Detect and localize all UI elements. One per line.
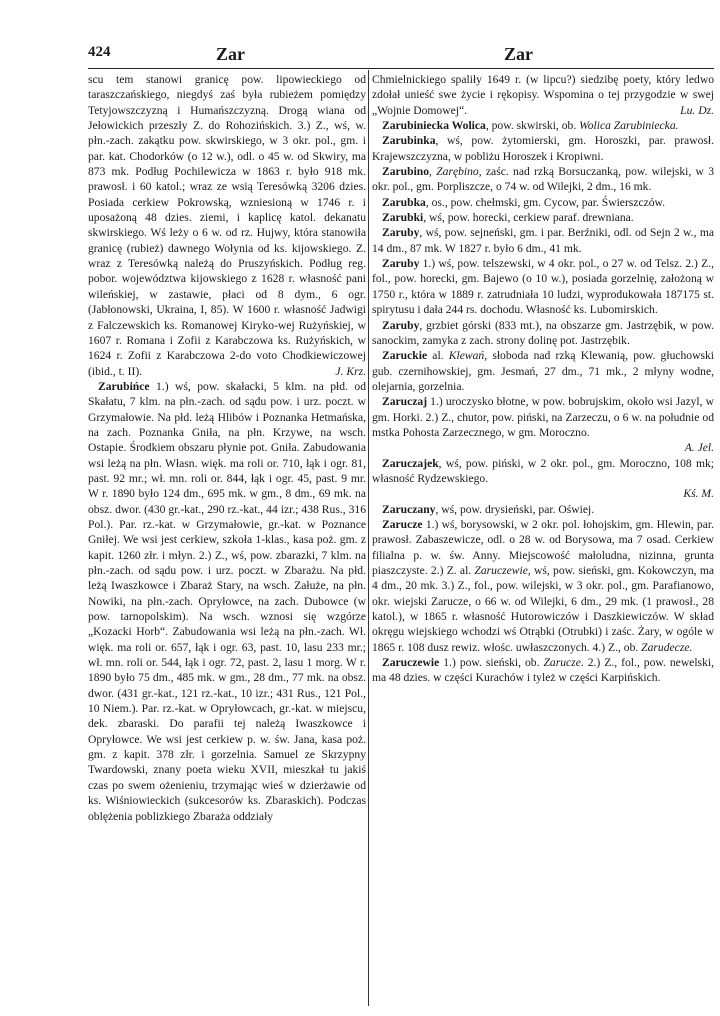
author-signature: Kś. M.	[683, 487, 714, 501]
entry-body: 1.) wś, borysowski, w 2 okr. pol. łohojskim, gm. Hlewin, par. prawosł. Zabaszewicze, odl. o 28 w. od Borysowa, ma 7 osad. Cerkiew filialna p. w. św. Anny. Miejscowość małoludna, nizinna, grunta piaszczyste. 2.) Z. al.	[372, 517, 714, 577]
entry-body: , zaśc. nad rzką Borsuczanką, pow. wilejski, w 3 okr. pol., gm. Porpliszcze, o 74 w. od Wilejki, 2 dm., 16 mk.	[372, 165, 714, 194]
dictionary-entry	[372, 195, 714, 210]
entry-body: , wś, pow. horecki, cerkiew paraf. drewniana.	[423, 211, 634, 225]
headword: Zaruczany	[382, 502, 436, 516]
entry-body: , wś, pow. piński, w 2 okr. pol., gm. Moroczno, 108 mk; własność Rydzewskiego.	[372, 456, 714, 485]
entry-body: , wś, pow. sieński, gm. Kokowczyn, ma 4 dm., 20 mk. 3.) Z., fol., pow. wilejski, w 3 okr. pol., gm. Parafianowo, okr. wiejski Zarucze, o 66 w. od Wilejki, 6 dm., 29 mk. (1 prawosł., 28 katol.), w 1865 r. własność Hutorowiczów i Daszkiewiczów. W skład okręgu wiejskiego wchodzi wś Otrąbki (Otrubki) i zaśc. Żary, w ogóle w 1865 r. 108 dusz rewiz. włośc. uwłaszczonych. 4.) Z., ob.	[372, 564, 714, 654]
headword: Zaruczaj	[382, 395, 428, 409]
entry-body: ,	[429, 165, 437, 179]
dictionary-entry	[372, 348, 714, 394]
headword: Zaruckie	[382, 349, 428, 363]
entry-body: , wś, pow. sejneński, gm. i par. Berźniki, odl. od Sejn 2 w., ma 14 dm., 87 mk. W 1827 r. było 6 dm., 41 mk.	[372, 226, 714, 255]
column-divider	[368, 70, 369, 1006]
dictionary-entry	[372, 133, 714, 164]
author-signature: A. Jel.	[684, 441, 714, 455]
continuation-text: scu tem stanowi granicę pow. lipowieckiego od taraszczańskiego, niegdyś zaś była rubieżem pomiędzy Tetyjowszczyzną i Humańszczyzną. Drogą wiana od Jełowickich przeszły Z. do Rohozińskich. 3.) Z., wś, w. płn.-zach. zakątku pow. skwirskiego, w 3 okr. pol., gm. i par. kat. Chodorków (o 12 w.), odl. o 45 w. od Skwiry, ma 873 mk. Podług Pochilewicza w 1863 r. było 918 mk. prawosł. i 60 katol.; wraz ze wsią Teresówką 3206 dzies. Posiada cerkiew Pokrowską, wzniesioną w 1746 r. i uposażoną 48 dzies. ziemi, i kaplicę katol. dekanatu skwirskiego. Wś leży o 6 w. od rz. Hujwy, która stanowiła granicę (rubież) dawnego Wołynia od ks. kijowskiego. Z. wraz z Teresówką należą do Pruszyńskich. Podług reg. pobor. województwa kijowskiego z 1628 r. własność pani wileńskiej, w zastawie, płaci od 8 dym., 6 ogr. (Jabłonowski, Ukraina, I, 85). W 1600 r. własność Jadwigi z Falczewskich ks. Romanowej Kiryko-wej Rużyńskiej, w 1607 r. Romana i Zofii z Karabczowa ks. Rużyńskich, w 1624 r. Zofii z Karabczowa 2-do voto Chodkiewiczowej (ibid., t. II).	[88, 73, 366, 378]
dictionary-entry	[372, 256, 714, 317]
running-head-left: Zar	[216, 44, 245, 64]
italic-variant: Zaruczewie	[474, 564, 528, 577]
left-column	[88, 72, 366, 1006]
italic-variant: Zarucze	[543, 656, 581, 670]
dictionary-entry	[372, 502, 714, 517]
entry-body: , grzbiet górski (833 mt.), na obszarze gm. Jastrzębik, w pow. sanockim, zamyka z zach. strony dolinę pot. Jastrzębik.	[372, 318, 714, 347]
dictionary-entry	[372, 655, 714, 686]
continuation-text: Chmielnickiego spaliły 1649 r. (w lipcu?) siedzibę poety, który ledwo zdołał unieść swe życie i rękopisy. Wspomina o tej przygodzie w swej „Wojnie Domowej“.	[372, 73, 714, 117]
author-signature: J. Krz.	[335, 364, 366, 378]
headword: Zarubka	[382, 195, 426, 209]
cross-reference: Wolica Zarubiniecka.	[579, 119, 679, 133]
headword: Zaruby	[382, 318, 420, 332]
dictionary-entry	[372, 225, 714, 256]
dictionary-entry	[372, 318, 714, 349]
page-number: 424	[88, 44, 111, 60]
entry-body: 1.) wś, pow. skałacki, 5 klm. na płd. od Skałatu, 7 klm. na płn.-zach. od sądu pow. i urz. poczt. w Grzymałowie. Na płd. leżą Hlibów i Poznanka Hetmańska, na zach. Poznanka Gniła, na płn. Krzywe, na wsch. Ostapie. Środkiem obszaru płynie pot. Gniła. Zabudowania wsi leżą na płn. Własn. więk. ma roli or. 710, łąk i ogr. 81, past. 92 mr.; wł. mn. roli or. 844, łąk i ogr. 45, past. 9 mr. W r. 1890 było 124 dm., 695 mk. w gm., 8 dm., 69 mk. na obsz. dwor. (430 gr.-kat., 290 rz.-kat., 44 izr.; 438 Rus., 316 Pol.). Par. rz.-kat. w Grzymałowie, gr.-kat. w Poznance Gniłej. We wsi jest cerkiew, szkoła 1-klas., kasa poż. gm. z kapit. 1260 złr. i młyn. 2.) Z., wś, pow. zbarazki, 7 klm. na płn.-zach. od sądu pow. i urz. poczt. w Zbarażu. Na płd. leżą Iwaszkowce i Zbaraż Stary, na wsch. Załuże, na płn. Nowiki, na płn.-zach. Opryłowce, na zach. Dubowce (w pow. tarnopolskim). Na wsch. wznosi się wzgórze „Kozacki Horb“. Zabudowania wsi leżą na płn.-zach. Wł. więk. ma roli or. 657, łąk i ogr. 63, past. 10, lasu 233 mr.; wł. mn. roli or. 544, łąk i ogr. 72, past. 2, lasu 1 morg. W r. 1890 było 75 dm., 485 mk. w gm., 28 dm., 77 mk. na obsz. dwor. (431 gr.-kat., 121 rz.-kat., 10 izr.; 431 Rus., 121 Pol., 10 Niem.). Par. rz.-kat. w Opryłowcach, gr.-kat. w miejscu, dek. zbaraski. Do parafii tej należą Iwaszkowce i Opryłowce. We wsi jest cerkiew p. w. św. Jana, kasa poż. gm. z kapit. 378 złr. i gorzelnia. Samuel ze Skrzypny Twardowski, znany poeta wieku XVII, mieszkał tu jakiś czas po swem ożenieniu, trzymając wieś w dzierżawie od ks. Wiśniowieckich (sukcesorów ks. Zbaraskich). Podczas oblężenia poblizkiego Zbaraża oddziały	[88, 379, 366, 823]
headword: Zaruczewie	[382, 656, 440, 670]
dictionary-entry	[372, 517, 714, 655]
entry-body: . 2.) Z., fol., pow. newelski, ma 48 dzies. w części Kurachów i tyleż w części Karpińskich.	[372, 656, 714, 685]
entry-body: 1.) pow. sieński, ob.	[439, 656, 544, 670]
page-header	[88, 44, 708, 68]
entry-body: , os., pow. chełmski, gm. Cycow, par. Świerszczów.	[425, 195, 666, 209]
dictionary-entry	[372, 118, 714, 133]
entry-body: , wś, pow. żytomierski, gm. Horoszki, par. prawosł. Krajewszczyzna, w pobliżu Horoszek i Kropiwni.	[372, 134, 714, 163]
entry-body: , słoboda nad rzką Klewanią, pow. głuchowski gub. czernihowskiej, gm. Jesmań, 27 dm., 71 mk., 2 młyny wodne, olejarnia, gorzelnia.	[372, 349, 714, 393]
entry-list	[372, 118, 714, 686]
running-head-right: Zar	[504, 44, 533, 64]
header-rule	[88, 68, 714, 69]
entry-body: , wś, pow. drysieński, par. Oświej.	[435, 502, 595, 516]
right-column	[372, 72, 714, 962]
entry-continuation	[372, 72, 714, 118]
entry-continuation	[88, 72, 366, 379]
entry-body: al.	[427, 349, 449, 363]
headword: Zarubinka	[382, 134, 436, 148]
italic-variant: Zarębino	[436, 165, 479, 179]
dictionary-entry	[372, 394, 714, 455]
headword: Zarubino	[382, 165, 430, 179]
headword: Zarubiniecka Wolica	[382, 119, 486, 133]
headword: Zarubki	[382, 211, 424, 225]
entry-body: 1.) uroczysko błotne, w pow. bobrujskim, około wsi Jazyl, w gm. Horki. 2.) Z., chutor, pow. piński, na Zarzeczu, o 6 w. na południe od mstka Pohosta Zarzecznego, w gm. Moroczno.	[372, 395, 714, 439]
entry-body: , pow. skwirski, ob.	[485, 119, 580, 133]
entry-body: 1.) wś, pow. telszewski, w 4 okr. pol., o 27 w. od Telsz. 2.) Z., fol., pow. horecki, gm. Bajewo (o 10 w.), posiada gorzelnię, założoną w 1750 r., która w 1889 r. zatrudniała 10 ludzi, wyprodukowała 187175 st. spirytusu i dała 244 rs. dochodu. Własność ks. Lubomirskich.	[372, 257, 714, 317]
cross-reference: Zarudecze.	[641, 640, 693, 654]
italic-variant: Klewań	[448, 349, 485, 363]
dictionary-entry	[372, 164, 714, 195]
headword: Zarucze	[382, 517, 423, 531]
headword: Zaruczajek	[382, 456, 439, 470]
headword: Zaruby	[382, 257, 420, 271]
dictionary-entry	[372, 456, 714, 502]
headword: Zarubińce	[98, 379, 150, 393]
author-signature: Lu. Dz.	[680, 103, 714, 117]
headword: Zaruby	[382, 226, 420, 240]
dictionary-entry	[372, 210, 714, 225]
entry-zarubince	[88, 379, 366, 824]
